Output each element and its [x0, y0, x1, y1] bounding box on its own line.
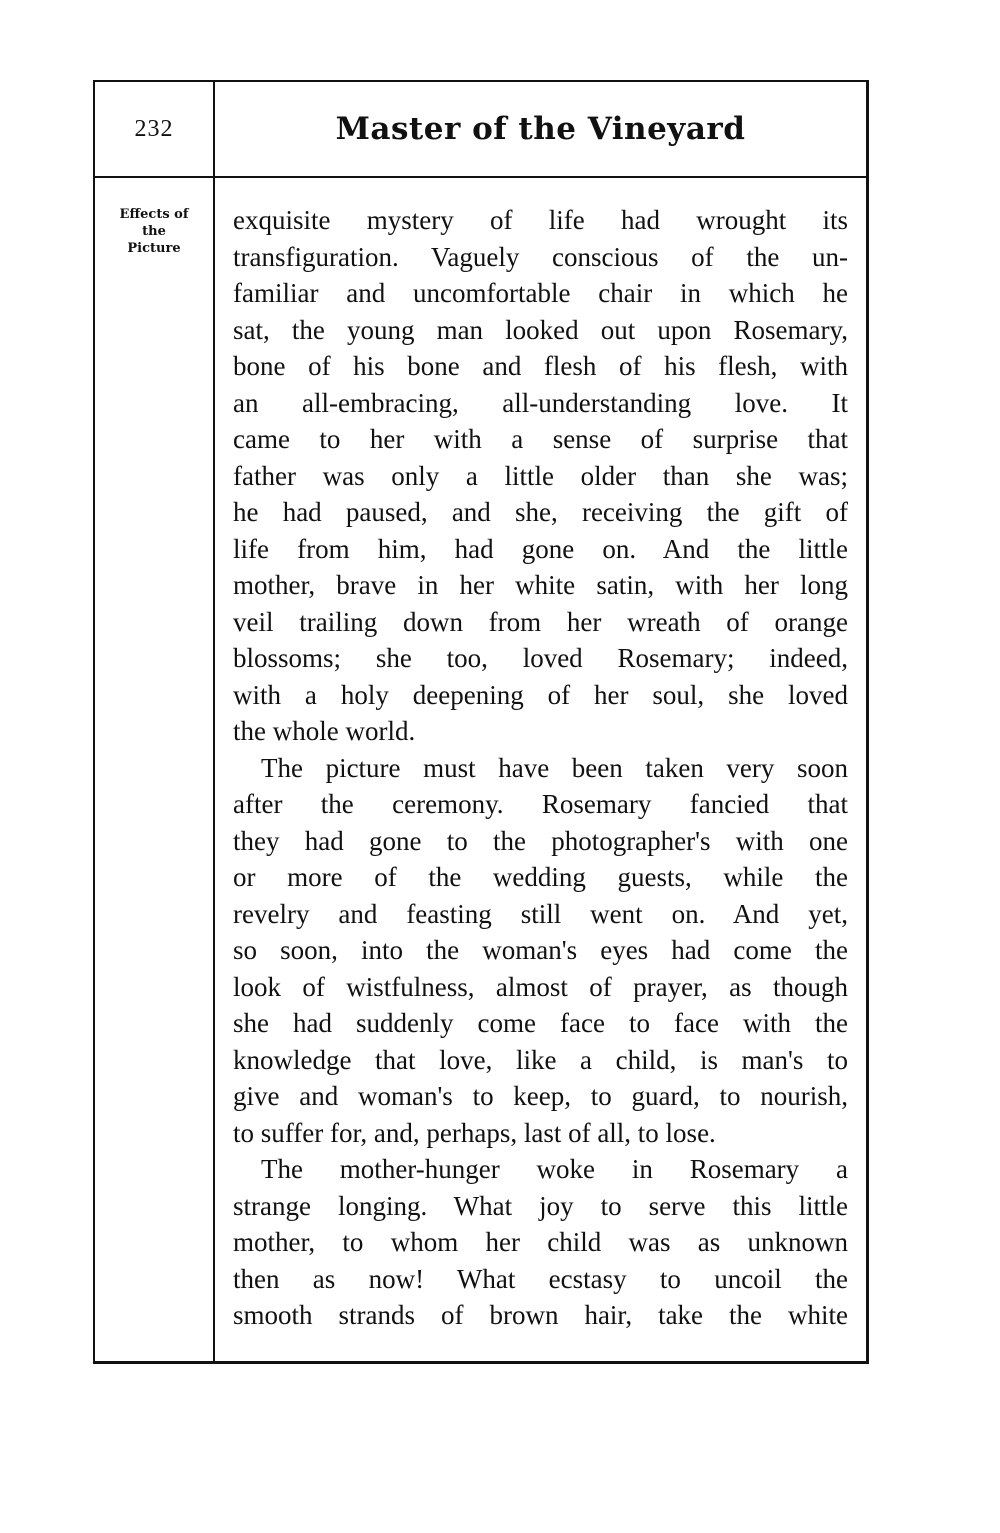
- text-line: The mother-hunger woke in Rosemary a: [261, 1154, 848, 1184]
- text-line: or more of the wedding guests, while the: [233, 862, 848, 892]
- text-line: The picture must have been taken very soon: [261, 752, 848, 783]
- text-line: they had gone to the photographer's with one: [233, 825, 848, 856]
- text-line: came to her with a sense of surprise that: [233, 424, 848, 454]
- body-text: [233, 202, 848, 1334]
- text-line: he had paused, and she, receiving the gift of: [233, 497, 848, 527]
- side-note-line: Effects of: [119, 207, 189, 222]
- text-line: sat, the young man looked out upon Rosemary,: [233, 314, 848, 345]
- text-line: to suffer for, and, perhaps, last of all, to lose.: [233, 1117, 716, 1148]
- header-divider: [95, 176, 866, 178]
- text-line: veil trailing down from her wreath of orange: [233, 606, 848, 637]
- text-line: mother, brave in her white satin, with her long: [233, 570, 848, 600]
- page-number: 232: [134, 115, 174, 142]
- text-line: exquisite mystery of life had wrought its: [233, 205, 848, 235]
- text-line: an all-embracing, all-understanding love. It: [233, 387, 848, 418]
- text-line: bone of his bone and flesh of his flesh, with: [233, 351, 848, 381]
- page-frame: [93, 80, 869, 1364]
- text-line: give and woman's to keep, to guard, to nourish,: [233, 1081, 848, 1111]
- paragraph: [233, 1151, 848, 1334]
- margin-divider: [213, 82, 215, 1361]
- side-note-line: the: [142, 224, 166, 239]
- paragraph: [233, 750, 848, 1152]
- text-line: transfiguration. Vaguely conscious of the un-: [233, 241, 848, 272]
- text-line: strange longing. What joy to serve this little: [233, 1190, 848, 1221]
- text-line: then as now! What ecstasy to uncoil the: [233, 1263, 848, 1294]
- text-line: mother, to whom her child was as unknown: [233, 1227, 848, 1257]
- text-line: blossoms; she too, loved Rosemary; indeed,: [233, 643, 848, 673]
- text-line: smooth strands of brown hair, take the white: [233, 1300, 848, 1330]
- text-line: so soon, into the woman's eyes had come the: [233, 935, 848, 965]
- text-line: after the ceremony. Rosemary fancied that: [233, 789, 848, 819]
- text-line: she had suddenly come face to face with the: [233, 1008, 848, 1038]
- side-note-line: Picture: [127, 241, 181, 256]
- text-line: with a holy deepening of her soul, she loved: [233, 679, 848, 710]
- text-line: familiar and uncomfortable chair in which he: [233, 278, 848, 308]
- text-line: the whole world.: [233, 716, 416, 746]
- text-line: look of wistfulness, almost of prayer, as though: [233, 971, 848, 1002]
- side-note: [95, 206, 213, 257]
- paragraph: [233, 202, 848, 750]
- running-title: Master of the Vineyard: [335, 111, 746, 147]
- text-line: life from him, had gone on. And the little: [233, 533, 848, 564]
- text-line: father was only a little older than she was;: [233, 460, 848, 491]
- text-line: revelry and feasting still went on. And yet,: [233, 898, 848, 929]
- text-line: knowledge that love, like a child, is man's to: [233, 1044, 848, 1075]
